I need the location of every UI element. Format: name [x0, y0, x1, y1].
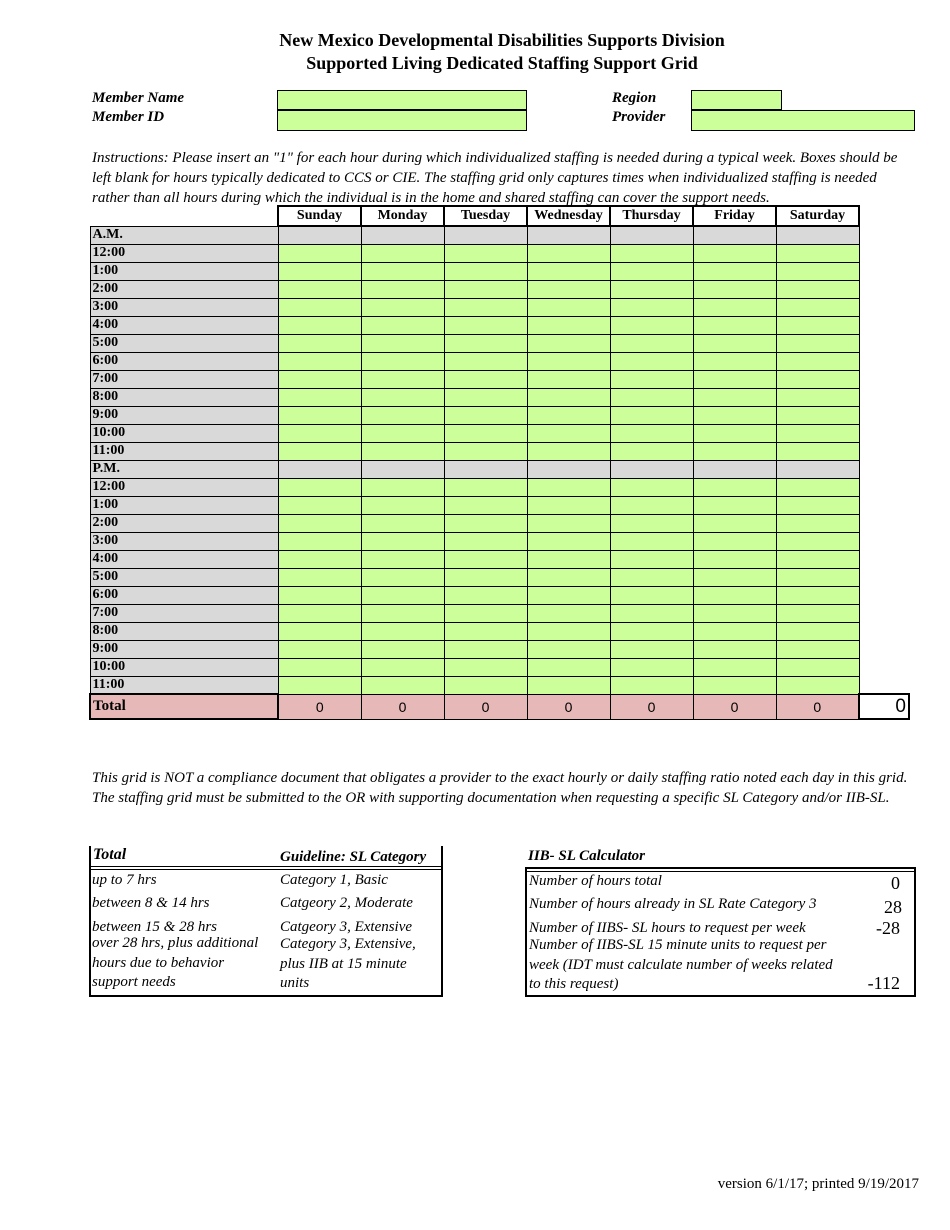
hour-label: 3:00 [90, 532, 278, 550]
day-header: Sunday [278, 206, 361, 226]
hour-input-cell[interactable] [278, 514, 361, 532]
day-total: 0 [361, 694, 444, 719]
hour-input-cell[interactable] [527, 622, 610, 640]
section-cell [444, 226, 527, 244]
hour-input-cell[interactable] [444, 622, 527, 640]
hour-input-cell[interactable] [776, 496, 859, 514]
hour-row [90, 676, 909, 694]
hour-input-cell[interactable] [527, 352, 610, 370]
hour-row [90, 496, 909, 514]
calculator-title: IIB- SL Calculator [528, 848, 645, 864]
hour-input-cell[interactable] [527, 568, 610, 586]
hour-input-cell[interactable] [776, 478, 859, 496]
hour-input-cell[interactable] [361, 658, 444, 676]
provider-label: Provider [612, 109, 666, 125]
hour-input-cell[interactable] [610, 370, 693, 388]
hour-input-cell[interactable] [278, 298, 361, 316]
day-total: 0 [444, 694, 527, 719]
page-subtitle: Supported Living Dedicated Staffing Support Grid [306, 53, 698, 73]
hour-input-cell[interactable] [361, 568, 444, 586]
hour-input-cell[interactable] [610, 352, 693, 370]
hour-input-cell[interactable] [610, 568, 693, 586]
hour-row [90, 262, 909, 280]
guideline-total: between 15 & 28 hrs [92, 919, 217, 935]
hour-input-cell[interactable] [610, 604, 693, 622]
provider-input[interactable] [691, 110, 915, 131]
hour-input-cell[interactable] [444, 496, 527, 514]
hour-input-cell[interactable] [610, 244, 693, 262]
hour-input-cell[interactable] [527, 658, 610, 676]
region-label: Region [612, 90, 657, 106]
hour-input-cell[interactable] [361, 640, 444, 658]
hour-input-cell[interactable] [444, 550, 527, 568]
hour-label: 9:00 [90, 406, 278, 424]
hour-input-cell[interactable] [278, 334, 361, 352]
hour-input-cell[interactable] [444, 514, 527, 532]
hour-row [90, 370, 909, 388]
hour-label: 10:00 [90, 658, 278, 676]
hour-input-cell[interactable] [776, 406, 859, 424]
hour-input-cell[interactable] [278, 658, 361, 676]
hour-input-cell[interactable] [444, 406, 527, 424]
section-label: P.M. [90, 460, 278, 478]
hour-input-cell[interactable] [776, 262, 859, 280]
hour-input-cell[interactable] [527, 370, 610, 388]
hour-input-cell[interactable] [444, 262, 527, 280]
guideline-total: up to 7 hrs [92, 872, 157, 888]
hour-input-cell[interactable] [776, 676, 859, 694]
member-id-input[interactable] [277, 110, 527, 131]
hour-input-cell[interactable] [444, 424, 527, 442]
hour-input-cell[interactable] [610, 388, 693, 406]
hour-row [90, 640, 909, 658]
hour-input-cell[interactable] [278, 388, 361, 406]
section-cell [361, 226, 444, 244]
hour-input-cell[interactable] [361, 550, 444, 568]
day-header: Wednesday [527, 206, 610, 226]
calc-units-value: -112 [867, 973, 900, 993]
day-total: 0 [278, 694, 361, 719]
hour-input-cell[interactable] [278, 316, 361, 334]
section-cell [610, 226, 693, 244]
hour-input-cell[interactable] [444, 352, 527, 370]
guideline-category: Catgeory 2, Moderate [280, 895, 413, 911]
hour-row [90, 244, 909, 262]
hour-row [90, 622, 909, 640]
hour-input-cell[interactable] [361, 478, 444, 496]
guideline-category-header: Guideline: SL Category [280, 849, 427, 865]
hour-input-cell[interactable] [693, 424, 776, 442]
calc-hours-total-value: 0 [891, 873, 900, 893]
hour-input-cell[interactable] [278, 550, 361, 568]
grid-section-row [90, 460, 909, 478]
hour-input-cell[interactable] [444, 676, 527, 694]
hour-input-cell[interactable] [361, 298, 444, 316]
calc-units-label: to this request) [529, 976, 619, 992]
day-total: 0 [610, 694, 693, 719]
hour-input-cell[interactable] [278, 568, 361, 586]
hour-input-cell[interactable] [693, 640, 776, 658]
hour-row [90, 316, 909, 334]
hour-input-cell[interactable] [278, 478, 361, 496]
version-footer: version 6/1/17; printed 9/19/2017 [717, 1176, 919, 1192]
hour-input-cell[interactable] [278, 244, 361, 262]
section-cell [278, 226, 361, 244]
hour-input-cell[interactable] [444, 658, 527, 676]
guideline-total-header: Total [93, 846, 127, 863]
hour-row [90, 352, 909, 370]
hour-label: 5:00 [90, 568, 278, 586]
hour-label: 8:00 [90, 622, 278, 640]
hour-input-cell[interactable] [278, 352, 361, 370]
day-header: Saturday [776, 206, 859, 226]
hour-input-cell[interactable] [693, 280, 776, 298]
hour-input-cell[interactable] [361, 316, 444, 334]
day-total: 0 [527, 694, 610, 719]
hour-input-cell[interactable] [610, 406, 693, 424]
hour-row [90, 550, 909, 568]
hour-input-cell[interactable] [776, 298, 859, 316]
hour-input-cell[interactable] [610, 658, 693, 676]
guideline-category: units [280, 975, 310, 991]
hour-input-cell[interactable] [776, 280, 859, 298]
hour-input-cell[interactable] [444, 568, 527, 586]
hour-input-cell[interactable] [776, 514, 859, 532]
region-input[interactable] [691, 90, 782, 110]
hour-input-cell[interactable] [693, 298, 776, 316]
hour-input-cell[interactable] [610, 424, 693, 442]
calc-iibs-hours-label: Number of IIBS- SL hours to request per week [529, 920, 806, 936]
hour-label: 6:00 [90, 586, 278, 604]
hour-input-cell[interactable] [776, 550, 859, 568]
calc-hours-total-label: Number of hours total [529, 873, 662, 889]
hour-input-cell[interactable] [444, 388, 527, 406]
hour-input-cell[interactable] [527, 262, 610, 280]
hour-input-cell[interactable] [610, 622, 693, 640]
hour-input-cell[interactable] [693, 406, 776, 424]
member-name-input[interactable] [277, 90, 527, 110]
hour-row [90, 298, 909, 316]
hour-input-cell[interactable] [693, 586, 776, 604]
hour-label: 10:00 [90, 424, 278, 442]
hour-input-cell[interactable] [693, 352, 776, 370]
hour-input-cell[interactable] [527, 406, 610, 424]
hour-input-cell[interactable] [527, 676, 610, 694]
hour-input-cell[interactable] [444, 478, 527, 496]
hour-input-cell[interactable] [527, 586, 610, 604]
hour-input-cell[interactable] [361, 496, 444, 514]
hour-input-cell[interactable] [444, 586, 527, 604]
hour-input-cell[interactable] [776, 640, 859, 658]
hour-input-cell[interactable] [278, 370, 361, 388]
hour-input-cell[interactable] [693, 262, 776, 280]
hour-input-cell[interactable] [444, 604, 527, 622]
section-cell [610, 460, 693, 478]
section-cell [776, 460, 859, 478]
calc-cat3-hours-label: Number of hours already in SL Rate Category 3 [529, 896, 817, 912]
hour-input-cell[interactable] [278, 640, 361, 658]
hour-input-cell[interactable] [693, 622, 776, 640]
hour-label: 3:00 [90, 298, 278, 316]
hour-input-cell[interactable] [693, 658, 776, 676]
calc-cat3-hours-value: 28 [884, 897, 902, 917]
calc-units-label: Number of IIBS-SL 15 minute units to request per [529, 937, 827, 953]
guideline-category: Category 3, Extensive, [280, 936, 416, 952]
calculator-box [525, 867, 916, 997]
hour-row [90, 388, 909, 406]
page-title: New Mexico Developmental Disabilities Supports Division [279, 30, 725, 50]
hour-row [90, 514, 909, 532]
hour-row [90, 280, 909, 298]
hour-input-cell[interactable] [361, 514, 444, 532]
hour-input-cell[interactable] [278, 424, 361, 442]
hour-input-cell[interactable] [361, 532, 444, 550]
hour-input-cell[interactable] [776, 442, 859, 460]
hour-label: 7:00 [90, 370, 278, 388]
hour-label: 12:00 [90, 244, 278, 262]
hour-input-cell[interactable] [527, 478, 610, 496]
hour-input-cell[interactable] [776, 424, 859, 442]
hour-input-cell[interactable] [776, 658, 859, 676]
hour-input-cell[interactable] [361, 586, 444, 604]
hour-row [90, 604, 909, 622]
section-cell [444, 460, 527, 478]
hour-row [90, 586, 909, 604]
section-cell [693, 460, 776, 478]
hour-input-cell[interactable] [693, 478, 776, 496]
hour-input-cell[interactable] [693, 316, 776, 334]
hour-input-cell[interactable] [361, 370, 444, 388]
hour-input-cell[interactable] [610, 586, 693, 604]
hour-input-cell[interactable] [444, 244, 527, 262]
compliance-note: This grid is NOT a compliance document that obligates a provider to the exact hourly or daily staffing ratio noted each day in this grid. The staffing grid must be submitted to the OR with supporting documentation when requesting a specific SL Category and/or IIB-SL. [92, 770, 908, 806]
hour-input-cell[interactable] [693, 334, 776, 352]
calc-iibs-hours-value: -28 [876, 918, 900, 938]
hour-input-cell[interactable] [361, 388, 444, 406]
hour-input-cell[interactable] [610, 676, 693, 694]
hour-input-cell[interactable] [444, 532, 527, 550]
hour-input-cell[interactable] [693, 496, 776, 514]
grid-header-row [90, 206, 909, 226]
hour-input-cell[interactable] [278, 622, 361, 640]
staffing-grid [89, 205, 910, 720]
hour-row [90, 334, 909, 352]
hour-input-cell[interactable] [278, 406, 361, 424]
hour-input-cell[interactable] [693, 604, 776, 622]
hour-input-cell[interactable] [444, 334, 527, 352]
guideline-table [89, 846, 444, 997]
hour-input-cell[interactable] [776, 388, 859, 406]
day-header: Thursday [610, 206, 693, 226]
hour-input-cell[interactable] [776, 334, 859, 352]
hour-input-cell[interactable] [444, 370, 527, 388]
hour-row [90, 568, 909, 586]
hour-input-cell[interactable] [527, 280, 610, 298]
hour-input-cell[interactable] [278, 496, 361, 514]
section-cell [776, 226, 859, 244]
hour-row [90, 658, 909, 676]
day-header: Monday [361, 206, 444, 226]
hour-label: 2:00 [90, 280, 278, 298]
member-name-label: Member Name [92, 90, 185, 106]
hour-input-cell[interactable] [444, 298, 527, 316]
hour-input-cell[interactable] [278, 280, 361, 298]
hour-input-cell[interactable] [610, 478, 693, 496]
hour-input-cell[interactable] [610, 496, 693, 514]
hour-input-cell[interactable] [610, 316, 693, 334]
hour-input-cell[interactable] [278, 262, 361, 280]
hour-label: 2:00 [90, 514, 278, 532]
hour-input-cell[interactable] [527, 316, 610, 334]
grid-section-row [90, 226, 909, 244]
hour-input-cell[interactable] [278, 676, 361, 694]
hour-input-cell[interactable] [527, 442, 610, 460]
hour-input-cell[interactable] [610, 442, 693, 460]
hour-input-cell[interactable] [361, 406, 444, 424]
hour-input-cell[interactable] [693, 442, 776, 460]
hour-input-cell[interactable] [527, 604, 610, 622]
section-label: A.M. [90, 226, 278, 244]
hour-input-cell[interactable] [361, 280, 444, 298]
hour-input-cell[interactable] [610, 334, 693, 352]
hour-input-cell[interactable] [610, 550, 693, 568]
hour-input-cell[interactable] [527, 298, 610, 316]
hour-input-cell[interactable] [361, 424, 444, 442]
hour-label: 11:00 [90, 442, 278, 460]
day-header: Friday [693, 206, 776, 226]
hour-input-cell[interactable] [693, 532, 776, 550]
section-cell [278, 460, 361, 478]
hour-label: 12:00 [90, 478, 278, 496]
guideline-total: over 28 hrs, plus additional [92, 935, 259, 951]
hour-label: 6:00 [90, 352, 278, 370]
hour-label: 9:00 [90, 640, 278, 658]
guideline-category: plus IIB at 15 minute [280, 956, 407, 972]
day-header: Tuesday [444, 206, 527, 226]
hour-label: 11:00 [90, 676, 278, 694]
grid-corner [90, 206, 278, 226]
hour-row [90, 442, 909, 460]
hour-input-cell[interactable] [278, 604, 361, 622]
hour-input-cell[interactable] [527, 334, 610, 352]
hour-input-cell[interactable] [610, 640, 693, 658]
member-id-label: Member ID [92, 109, 165, 125]
hour-row [90, 478, 909, 496]
hour-input-cell[interactable] [527, 532, 610, 550]
hour-input-cell[interactable] [527, 514, 610, 532]
hour-input-cell[interactable] [776, 532, 859, 550]
hour-label: 5:00 [90, 334, 278, 352]
hour-input-cell[interactable] [361, 622, 444, 640]
hour-label: 4:00 [90, 550, 278, 568]
hour-input-cell[interactable] [693, 514, 776, 532]
hour-input-cell[interactable] [527, 640, 610, 658]
hour-input-cell[interactable] [776, 244, 859, 262]
hour-input-cell[interactable] [776, 568, 859, 586]
hour-input-cell[interactable] [527, 550, 610, 568]
hour-input-cell[interactable] [444, 316, 527, 334]
hour-input-cell[interactable] [527, 244, 610, 262]
hour-label: 7:00 [90, 604, 278, 622]
hour-input-cell[interactable] [610, 514, 693, 532]
hour-input-cell[interactable] [776, 604, 859, 622]
hour-label: 1:00 [90, 262, 278, 280]
hour-input-cell[interactable] [527, 496, 610, 514]
hour-input-cell[interactable] [361, 676, 444, 694]
hour-input-cell[interactable] [361, 442, 444, 460]
guideline-category: Category 1, Basic [280, 872, 388, 888]
hour-input-cell[interactable] [278, 442, 361, 460]
hour-input-cell[interactable] [527, 388, 610, 406]
hour-label: 4:00 [90, 316, 278, 334]
guideline-total: hours due to behavior [92, 955, 225, 971]
hour-input-cell[interactable] [444, 640, 527, 658]
hour-input-cell[interactable] [361, 604, 444, 622]
grand-total: 0 [859, 694, 909, 719]
hour-input-cell[interactable] [610, 262, 693, 280]
hour-input-cell[interactable] [693, 676, 776, 694]
hour-input-cell[interactable] [361, 244, 444, 262]
section-cell [361, 460, 444, 478]
guideline-category: Catgeory 3, Extensive [280, 919, 413, 935]
hour-input-cell[interactable] [776, 352, 859, 370]
hour-input-cell[interactable] [693, 568, 776, 586]
guideline-total: between 8 & 14 hrs [92, 895, 210, 911]
hour-label: 1:00 [90, 496, 278, 514]
hour-row [90, 532, 909, 550]
section-cell [527, 226, 610, 244]
total-label: Total [90, 694, 278, 719]
hour-input-cell[interactable] [361, 352, 444, 370]
day-total: 0 [776, 694, 859, 719]
hour-input-cell[interactable] [527, 424, 610, 442]
hour-row [90, 424, 909, 442]
guideline-total: support needs [92, 974, 176, 990]
section-cell [693, 226, 776, 244]
hour-input-cell[interactable] [361, 334, 444, 352]
hour-label: 8:00 [90, 388, 278, 406]
hour-input-cell[interactable] [278, 586, 361, 604]
hour-input-cell[interactable] [444, 280, 527, 298]
calc-units-label: week (IDT must calculate number of weeks related [529, 957, 833, 973]
hour-input-cell[interactable] [693, 244, 776, 262]
section-cell [527, 460, 610, 478]
hour-input-cell[interactable] [278, 532, 361, 550]
hour-input-cell[interactable] [776, 586, 859, 604]
instructions-text: Instructions: Please insert an "1" for each hour during which individualized staffing is needed during a typical week. Boxes should be left blank for hours typically dedicated to CCS or CIE. The staffing grid only captures times when individualized staffing is needed rather than all hours during which the individual is in the home and shared staffing can cover the support needs. [92, 150, 898, 206]
hour-input-cell[interactable] [693, 370, 776, 388]
hour-row [90, 406, 909, 424]
day-total: 0 [693, 694, 776, 719]
hour-input-cell[interactable] [444, 442, 527, 460]
hour-input-cell[interactable] [610, 298, 693, 316]
hour-input-cell[interactable] [693, 550, 776, 568]
hour-input-cell[interactable] [693, 388, 776, 406]
hour-input-cell[interactable] [361, 262, 444, 280]
total-row [90, 694, 909, 719]
hour-input-cell[interactable] [776, 622, 859, 640]
hour-input-cell[interactable] [610, 280, 693, 298]
hour-input-cell[interactable] [610, 532, 693, 550]
hour-input-cell[interactable] [776, 316, 859, 334]
hour-input-cell[interactable] [776, 370, 859, 388]
